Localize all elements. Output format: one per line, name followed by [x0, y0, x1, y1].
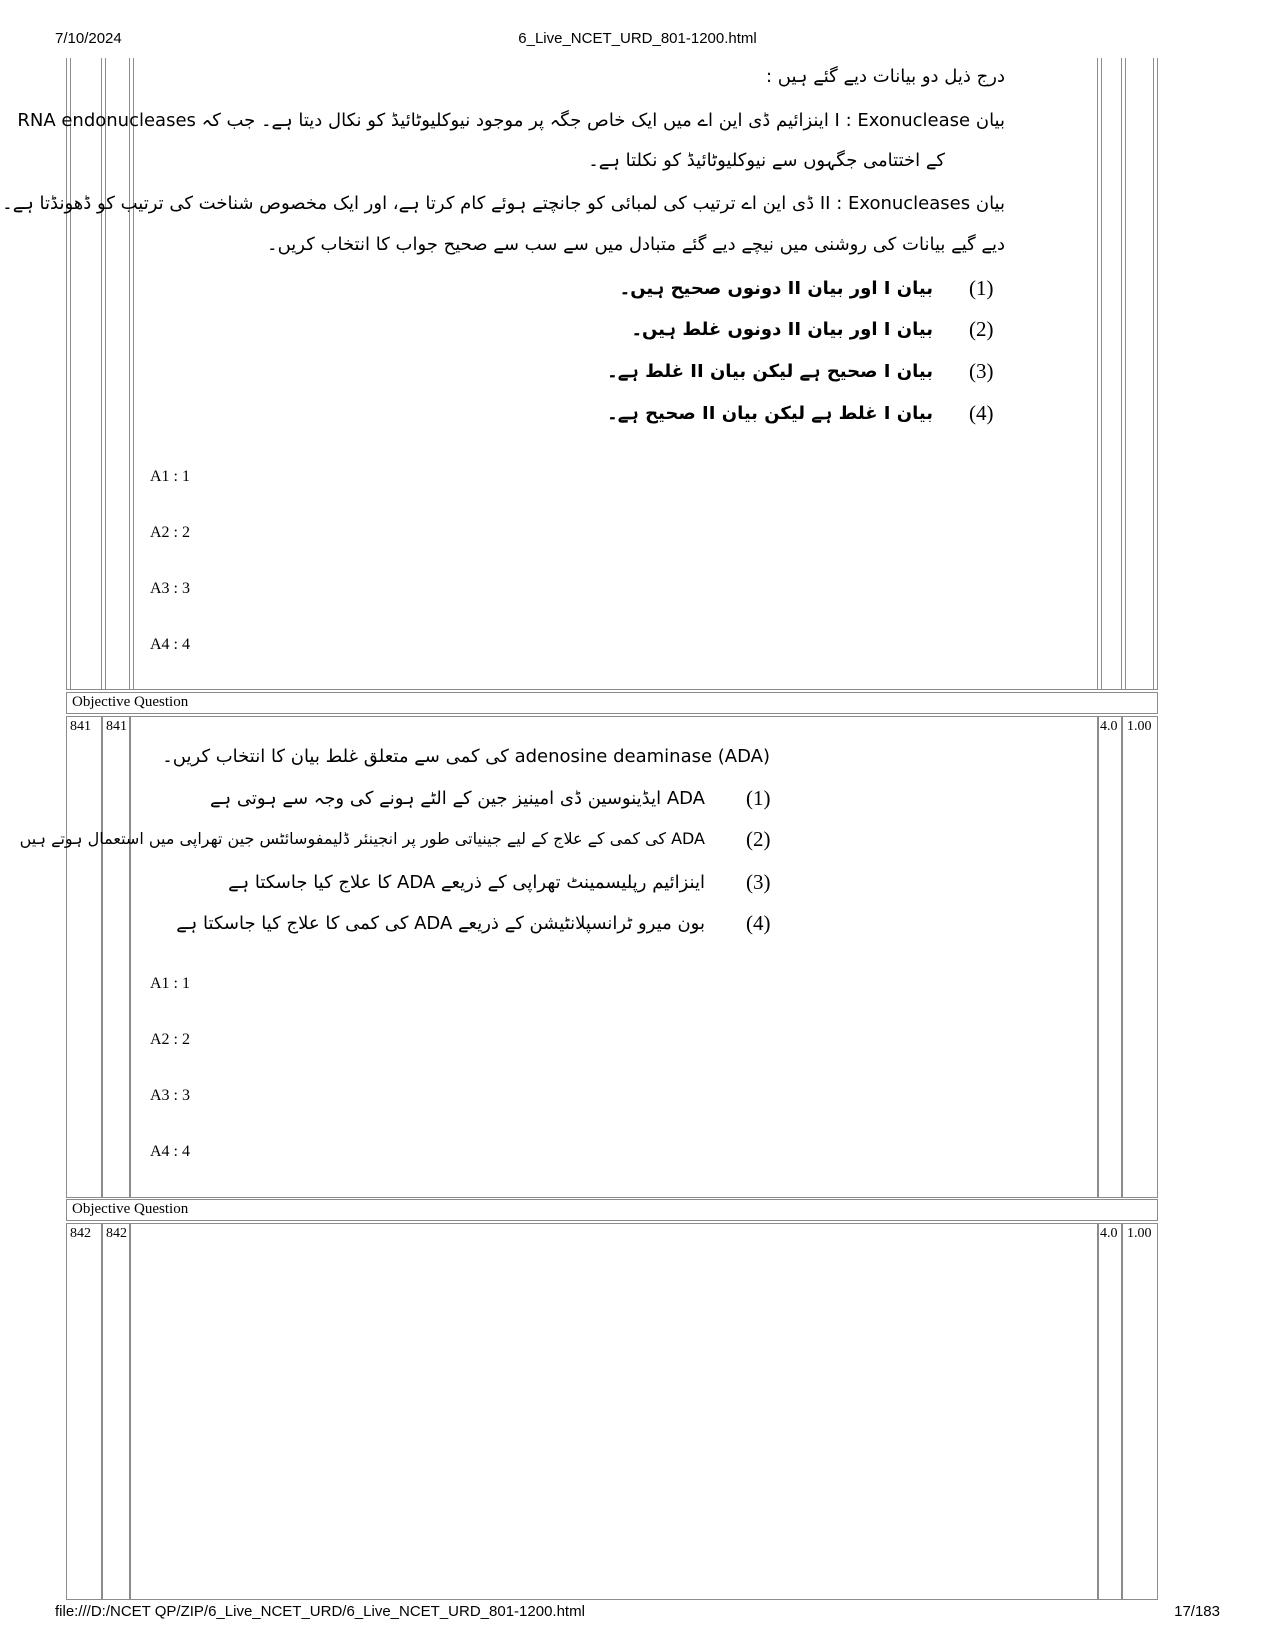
option-text: بیان I اور بیان II دونوں صحیح ہیں۔ [619, 278, 933, 299]
q840-statement-2: بیان II : Exonucleases ڈی این اے ترتیب کی لمبائی کو جانچتے ہوئے کام کرتا ہے، اور ایک مخصوص شناخت کی ترتیب کو ڈھونڈتا ہے۔ [2, 193, 1005, 214]
question-id: 841 [106, 719, 127, 734]
option-text: بون میرو ٹرانسپلانٹیشن کے ذریعے ADA کی کمی کا علاج کیا جاسکتا ہے [176, 913, 705, 934]
q841-answer-1: A1 : 1 [150, 975, 190, 992]
option-number: (3) [969, 359, 994, 383]
option-text: بیان I صحیح ہے لیکن بیان II غلط ہے۔ [607, 361, 933, 382]
option-number: (4) [746, 911, 771, 935]
question-serial: 841 [70, 719, 91, 734]
question-type-label: Objective Question [72, 694, 189, 710]
option-text: اینزائیم رپلیسمینٹ تھراپی کے ذریعے ADA کا علاج کیا جاسکتا ہے [228, 872, 705, 893]
q840-answer-4: A4 : 4 [150, 636, 190, 653]
question-marks: 4.0 [1100, 1226, 1118, 1241]
question-id: 842 [106, 1226, 127, 1241]
negative-marks: 1.00 [1127, 719, 1152, 734]
option-text: بیان I غلط ہے لیکن بیان II صحیح ہے۔ [607, 403, 933, 424]
negative-marks: 1.00 [1127, 1226, 1152, 1241]
q841-answer-4: A4 : 4 [150, 1143, 190, 1160]
print-date: 7/10/2024 [55, 30, 122, 47]
q840-answer-3: A3 : 3 [150, 580, 190, 597]
option-text: بیان I اور بیان II دونوں غلط ہیں۔ [631, 319, 933, 340]
question-type-cell [66, 1199, 1158, 1221]
option-number: (2) [746, 827, 771, 851]
q840-statement-1-cont: کے اختتامی جگہوں سے نیوکلیوٹائیڈ کو نکلتا ہے۔ [588, 150, 945, 171]
option-number: (1) [746, 786, 771, 810]
option-text: ADA ایڈینوسین ڈی امینیز جین کے الٹے ہونے کی وجہ سے ہوتی ہے [210, 788, 705, 809]
file-path: file:///D:/NCET QP/ZIP/6_Live_NCET_URD/6_Live_NCET_URD_801-1200.html [55, 1603, 585, 1620]
option-number: (2) [969, 317, 994, 341]
question-serial: 842 [70, 1226, 91, 1241]
option-number: (4) [969, 401, 994, 425]
q840-answer-1: A1 : 1 [150, 468, 190, 485]
option-number: (1) [969, 276, 994, 300]
q840-intro: درج ذیل دو بیانات دیے گئے ہیں : [766, 66, 1005, 87]
question-type-label: Objective Question [72, 1201, 189, 1217]
question-marks: 4.0 [1100, 719, 1118, 734]
q840-answer-2: A2 : 2 [150, 524, 190, 541]
page-number: 17/183 [1174, 1603, 1220, 1620]
option-text: ADA کی کمی کے علاج کے لیے جینیاتی طور پر انجینئر ڈلیمفوسائٹس جین تھراپی میں استعمال ہوتے ہیں [19, 829, 705, 848]
question-type-cell [66, 692, 1158, 714]
document-title: 6_Live_NCET_URD_801-1200.html [518, 30, 757, 47]
q841-answer-2: A2 : 2 [150, 1031, 190, 1048]
q841-answer-3: A3 : 3 [150, 1087, 190, 1104]
option-number: (3) [746, 870, 771, 894]
q840-statement-1: بیان I : Exonuclease اینزائیم ڈی این اے میں ایک خاص جگہ پر موجود نیوکلیوٹائیڈ کو نکال دیتا ہے۔ جب کہ RNA endonucleases [17, 110, 1005, 131]
q841-stem: adenosine deaminase (ADA) کی کمی سے متعلق غلط بیان کا انتخاب کریں۔ [162, 746, 770, 767]
q840-instruction: دیے گیے بیانات کی روشنی میں نیچے دیے گئے متبادل میں سے سب سے صحیح جواب کا انتخاب کریں۔ [267, 234, 1005, 255]
